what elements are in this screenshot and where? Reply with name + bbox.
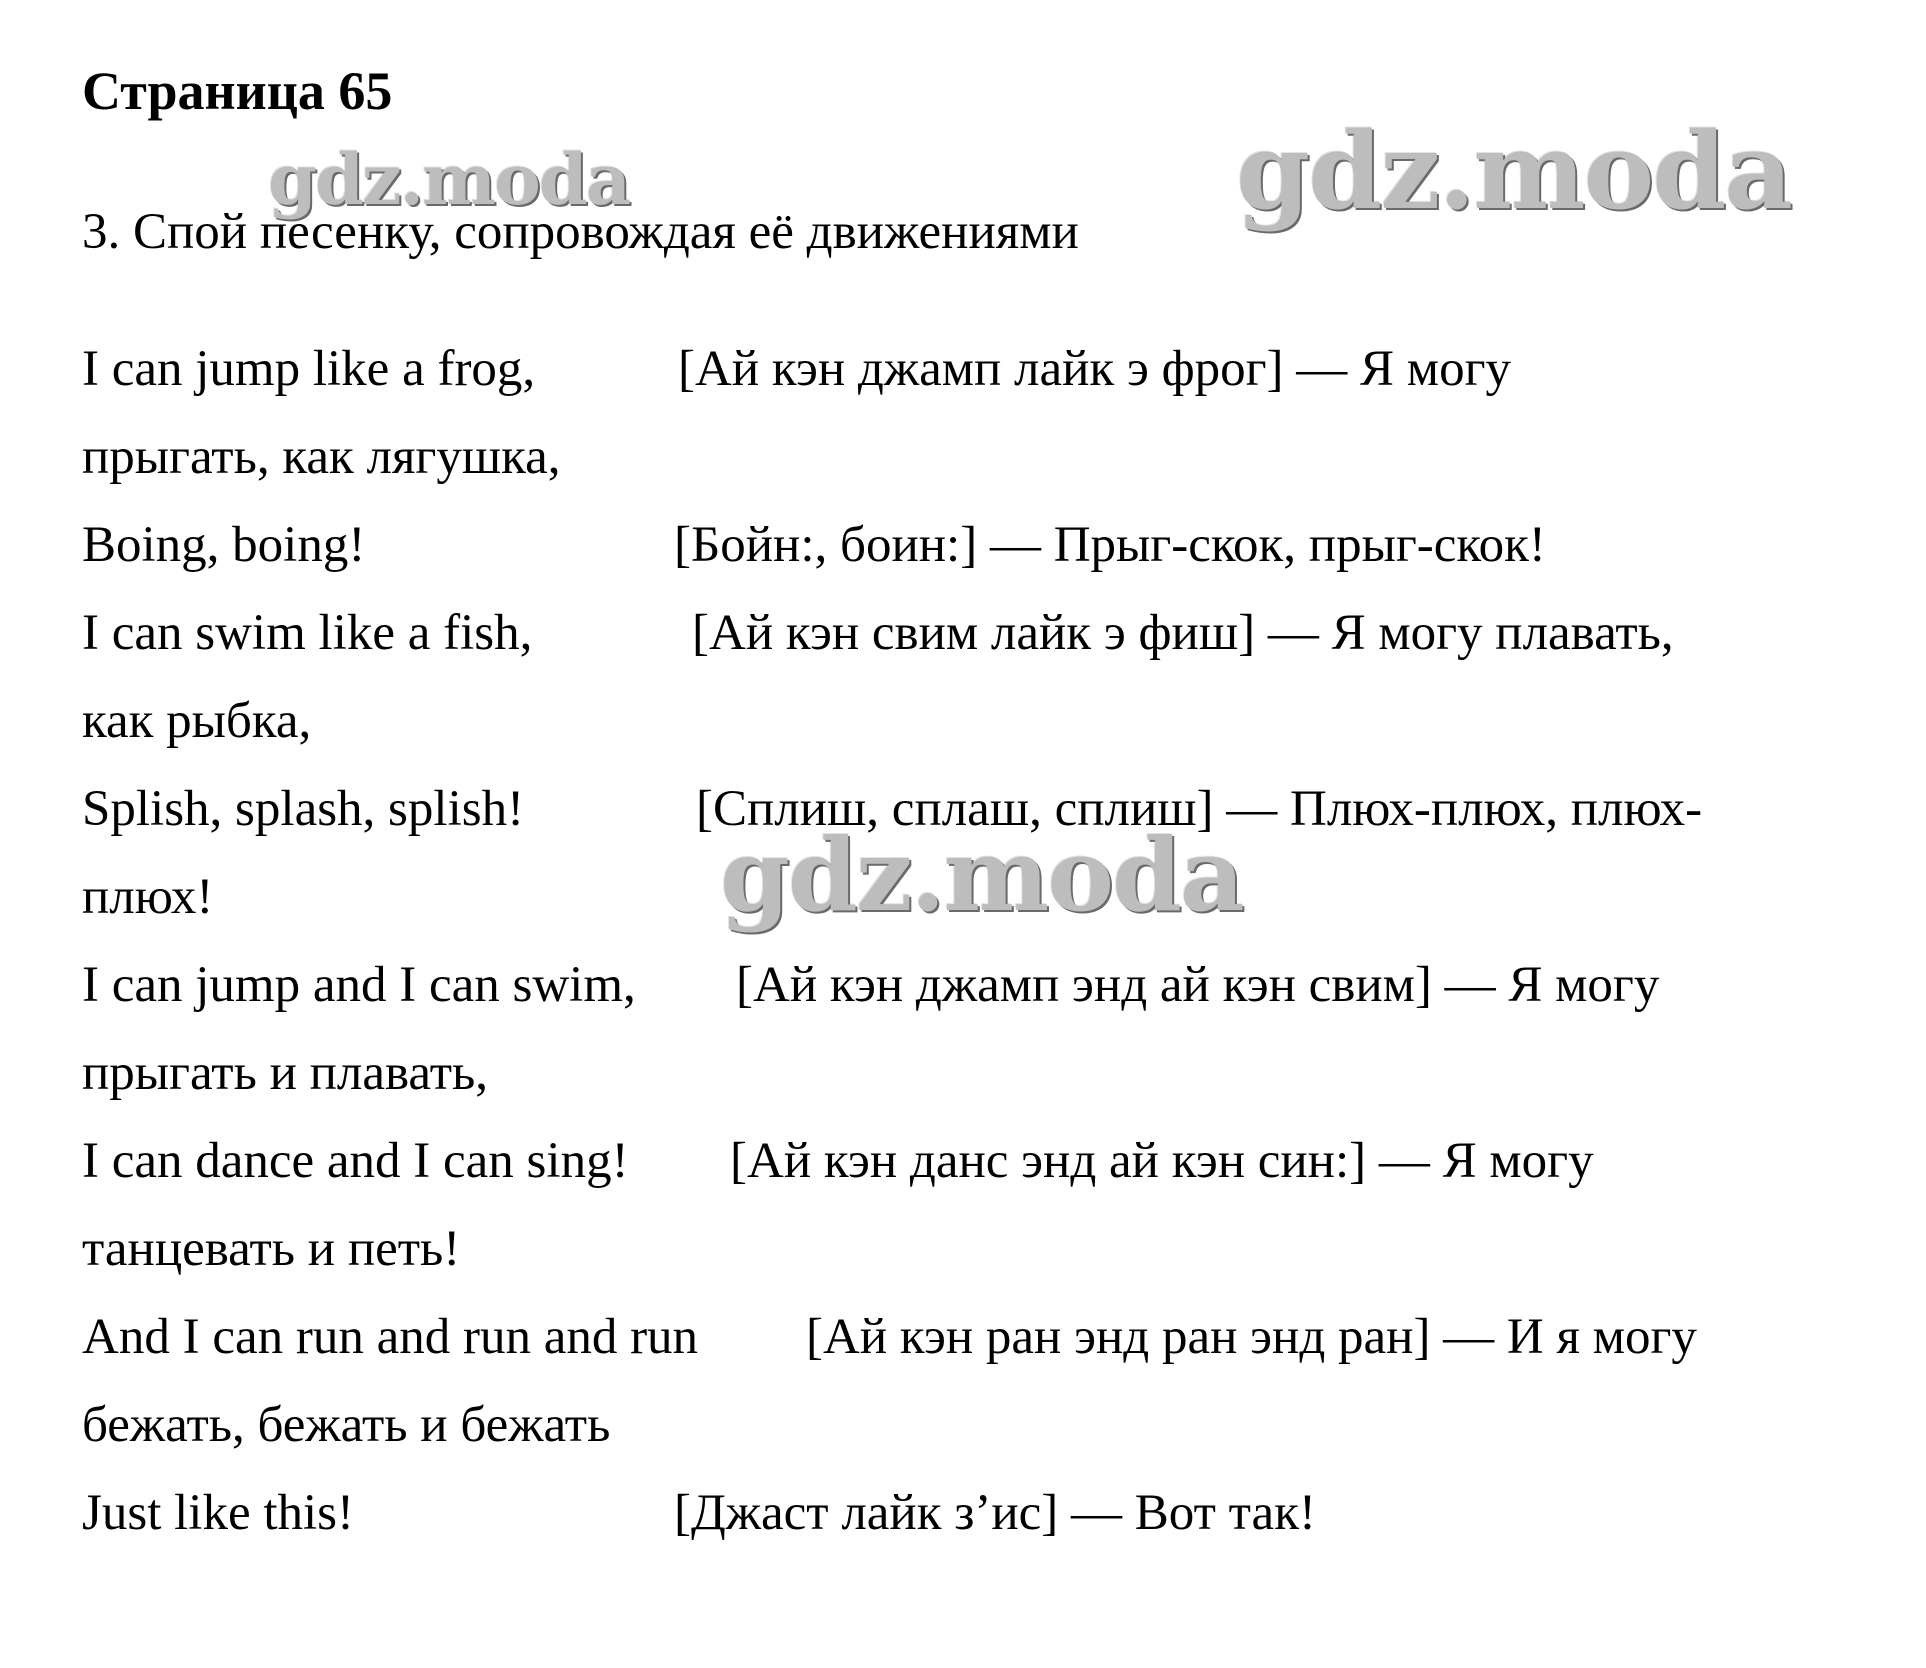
song-line bbox=[82, 1205, 1892, 1293]
song-line bbox=[82, 1029, 1892, 1117]
song-line bbox=[82, 1293, 1892, 1381]
english-lyric: I can jump like a frog, bbox=[82, 341, 536, 397]
watermark-logo: gdz.moda bbox=[720, 816, 1243, 934]
english-lyric: I can jump and I can swim, bbox=[82, 957, 636, 1013]
translation: [Ай кэн джамп лайк э фрог] — Я могу bbox=[678, 341, 1511, 397]
translation: прыгать, как лягушка, bbox=[82, 429, 561, 485]
song-line bbox=[82, 589, 1892, 677]
song-line bbox=[82, 325, 1892, 413]
translation: танцевать и петь! bbox=[82, 1221, 461, 1277]
song-line bbox=[82, 853, 1892, 941]
english-lyric: Boing, boing! bbox=[82, 517, 366, 573]
song-line bbox=[82, 765, 1892, 853]
song-line bbox=[82, 1469, 1892, 1557]
song-line bbox=[82, 501, 1892, 589]
english-lyric: I can dance and I can sing! bbox=[82, 1133, 629, 1189]
watermark-logo: gdz.moda bbox=[1236, 108, 1791, 233]
translation: [Сплиш, сплаш, сплиш] — Плюх-плюх, плюх- bbox=[696, 781, 1703, 837]
task-heading: 3. Спой песенку, сопровождая её движениями bbox=[82, 204, 1079, 260]
translation: [Ай кэн свим лайк э фиш] — Я могу плавать, bbox=[692, 605, 1674, 661]
song-line bbox=[82, 677, 1892, 765]
translation: [Ай кэн джамп энд ай кэн свим] — Я могу bbox=[736, 957, 1660, 1013]
english-lyric: Splish, splash, splish! bbox=[82, 781, 525, 837]
translation: как рыбка, bbox=[82, 693, 312, 749]
song-line bbox=[82, 941, 1892, 1029]
english-lyric: I can swim like a fish, bbox=[82, 605, 533, 661]
translation: прыгать и плавать, bbox=[82, 1045, 489, 1101]
translation: плюх! bbox=[82, 869, 214, 925]
song-line bbox=[82, 413, 1892, 501]
translation: [Ай кэн данс энд ай кэн син:] — Я могу bbox=[730, 1133, 1594, 1189]
song-text bbox=[82, 325, 1892, 1557]
page-title: Страница 65 bbox=[82, 61, 393, 121]
watermark-logo: gdz.moda bbox=[268, 138, 630, 221]
english-lyric: And I can run and run and run bbox=[82, 1309, 699, 1365]
song-line bbox=[82, 1381, 1892, 1469]
translation: бежать, бежать и бежать bbox=[82, 1397, 611, 1453]
translation: [Джаст лайк з’ис] — Вот так! bbox=[674, 1485, 1316, 1541]
translation: [Ай кэн ран энд ран энд ран] — И я могу bbox=[806, 1309, 1697, 1365]
song-line bbox=[82, 1117, 1892, 1205]
english-lyric: Just like this! bbox=[82, 1485, 355, 1541]
translation: [Бойн:, боин:] — Прыг-скок, прыг-скок! bbox=[674, 517, 1546, 573]
